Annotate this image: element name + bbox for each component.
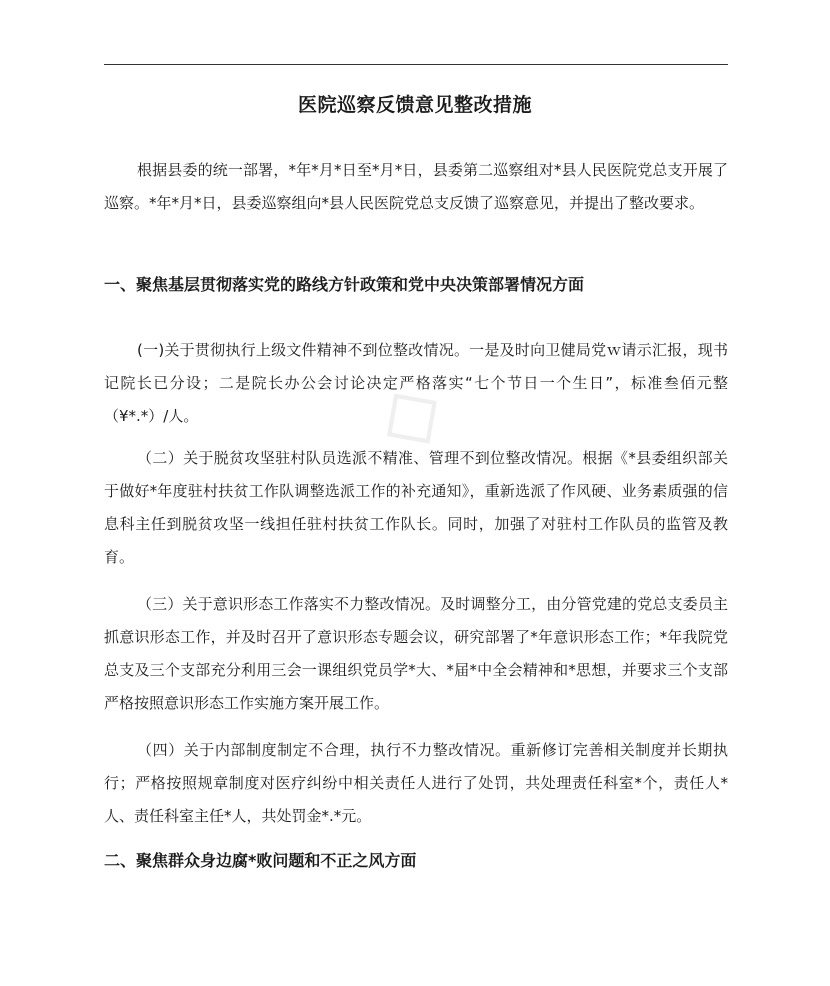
section-2-heading: 二、聚焦群众身边腐*败问题和不正之风方面 <box>104 851 417 870</box>
intro-paragraph: 根据县委的统一部署，*年*月*日至*月*日，县委第二巡察组对*县人民医院党总支开展了巡察。*年*月*日，县委巡察组向*县人民医院党总支反馈了巡察意见，并提出了整改要求。 <box>104 161 728 212</box>
section-1-item-1: (一)关于贯彻执行上级文件精神不到位整改情况。一是及时向卫健局党ｗ请示汇报，现书记院长已分设；二是院长办公会讨论决定严格落实“七个节日一个生日”，标准叁佰元整（¥*.*）/人。 <box>104 341 728 425</box>
section-1-item-3: （三）关于意识形态工作落实不力整改情况。及时调整分工，由分管党建的党总支委员主抓意识形态工作，并及时召开了意识形态专题会议，研究部署了*年意识形态工作；*年我院党总支及三个支部充分利用三会一课组织党员学*大、*届*中全会精神和*思想，并要求三个支部严格按照意识形态工作实施方案开展工作。 <box>104 595 728 712</box>
document-title: 医院巡察反馈意见整改措施 <box>297 94 532 116</box>
section-1-item-2: （二）关于脱贫攻坚驻村队员选派不精准、管理不到位整改情况。根据《*县委组织部关于做好*年度驻村扶贫工作队调整选派工作的补充通知》，重新选派了作风硬、业务素质强的信息科主任到脱贫攻坚一线担任驻村扶贫工作队长。同时，加强了对驻村工作队员的监管及教育。 <box>104 449 728 566</box>
section-1-item-4: （四）关于内部制度制定不合理，执行不力整改情况。重新修订完善相关制度并长期执行；严格按照规章制度对医疗纠纷中相关责任人进行了处罚，共处理责任科室*个，责任人*人、责任科室主任*人，共处罚金*.*元。 <box>104 741 728 825</box>
header-rule <box>104 64 728 65</box>
section-1-heading: 一、聚焦基层贯彻落实党的路线方针政策和党中央决策部署情况方面 <box>104 275 585 294</box>
watermark: ◇ <box>356 357 460 469</box>
